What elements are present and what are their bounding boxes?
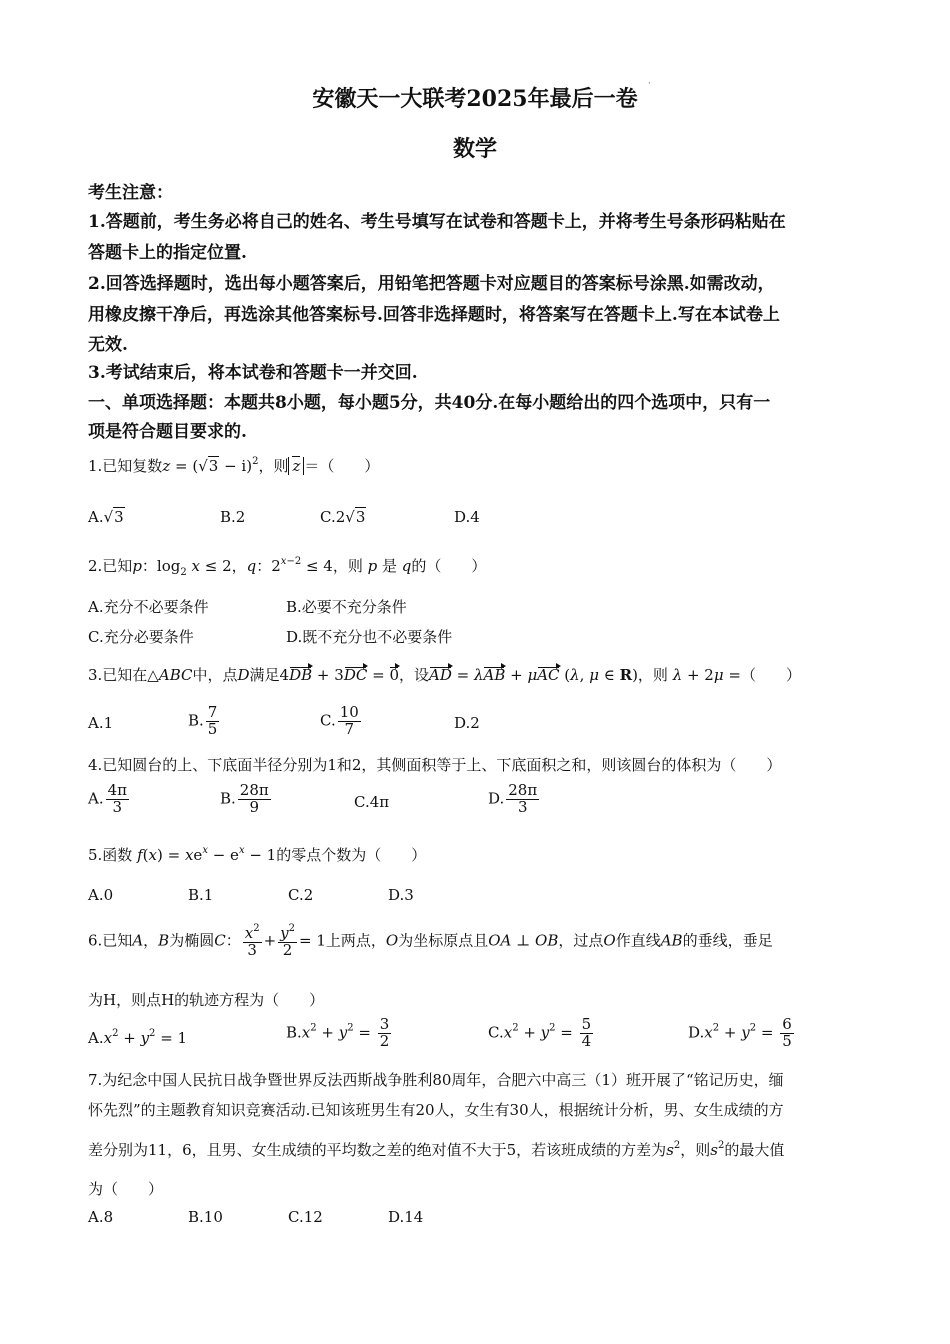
question-5: 5.函数 $f(x) = xe^x - e^x - 1$的零点个数为（ ） xyxy=(88,845,427,864)
q2-option-c[interactable]: C.充分必要条件 xyxy=(88,628,194,646)
q5-option-a[interactable]: A.0 xyxy=(88,886,114,904)
question-6-line2: 为H，则点H的轨迹方程为（ ） xyxy=(88,991,325,1009)
q4-option-b[interactable]: B. $\frac{28\pi}{9}$ xyxy=(220,781,269,816)
question-1: 1.已知复数$z = (√3 - i)^2$，则 z ＝（ ） xyxy=(88,456,380,475)
q3-option-b[interactable]: B. $\frac{7}{5}$ xyxy=(188,703,218,738)
subject-title: 数学 xyxy=(452,136,497,162)
q2-option-a[interactable]: A.充分不必要条件 xyxy=(88,598,209,616)
notice-item1-line1: 1.答题前，考生务必将自己的姓名、考生号填写在试卷和答题卡上，并将考生号条形码粘贴在 xyxy=(88,212,786,232)
question-7-line3: 差分别为11，6，且男、女生成绩的平均数之差的绝对值不大于5，若该班成绩的方差为$s^2$，则$s^2$的最大值 xyxy=(88,1140,785,1159)
question-7-line4: 为（ ） xyxy=(88,1180,164,1198)
question-6-line1: 6.已知A，B为椭圆C： $\frac{x^2}{3}$ + $\frac{y^2}{2}$ = 1上两点，O为坐标原点且OA ⊥ OB，过点O作直线AB的垂线，垂足 xyxy=(88,923,773,959)
q2-option-b[interactable]: B.必要不充分条件 xyxy=(286,598,407,616)
q7-option-d[interactable]: D.14 xyxy=(388,1208,424,1226)
question-7-line1: 7.为纪念中国人民抗日战争暨世界反法西斯战争胜利80周年，合肥六中高三（1）班开展了“铭记历史，缅 xyxy=(88,1071,784,1089)
q3-option-d[interactable]: D.2 xyxy=(454,714,480,732)
q4-option-a[interactable]: A. $\frac{4\pi}{3}$ xyxy=(88,781,128,816)
q6-option-d[interactable]: $D.x^2 + y^2$ = $\frac{6}{5}$ xyxy=(688,1015,792,1050)
notice-item2-line1: 2.回答选择题时，选出每小题答案后，用铅笔把答题卡对应题目的答案标号涂黑.如需改动， xyxy=(88,274,775,294)
question-3: 3.已知在△ABC中，点D满足4DB + 3DC = 0，设AD = λAB + μAC (λ, μ ∈ R)，则 λ + 2μ =（ ） xyxy=(88,666,801,684)
question-7-line2: 怀先烈”的主题教育知识竞赛活动.已知该班男生有20人，女生有30人，根据统计分析，男、女生成绩的方 xyxy=(88,1101,784,1119)
q6-option-a[interactable]: $A.x^2 + y^2 = 1$ xyxy=(88,1028,188,1047)
section1-line2: 项是符合题目要求的. xyxy=(88,422,247,442)
q4-option-d[interactable]: D. $\frac{28\pi}{3}$ xyxy=(488,781,538,816)
q6-option-b[interactable]: $B.x^2 + y^2$ = $\frac{3}{2}$ xyxy=(286,1015,390,1050)
notice-item2-line2: 用橡皮擦干净后，再选涂其他答案标号.回答非选择题时，将答案写在答题卡上.写在本试卷上 xyxy=(88,305,780,325)
exam-title: 安徽天一大联考2025年最后一卷 xyxy=(312,86,638,112)
q5-option-b[interactable]: B.1 xyxy=(188,886,214,904)
q1-option-b[interactable]: B.2 xyxy=(220,508,246,526)
q5-option-d[interactable]: D.3 xyxy=(388,886,414,904)
question-4: 4.已知圆台的上、下底面半径分别为1和2，其侧面积等于上、下底面积之和，则该圆台的体积为（ ） xyxy=(88,756,782,774)
q1-option-a[interactable]: A.√3 xyxy=(88,508,124,526)
q3-option-a[interactable]: A.1 xyxy=(88,714,114,732)
notice-heading: 考生注意： xyxy=(88,183,173,203)
page-dot-mark: · xyxy=(648,79,651,89)
q4-option-c[interactable]: C.4π xyxy=(354,793,390,811)
q2-option-d[interactable]: D.既不充分也不必要条件 xyxy=(286,628,453,646)
q3-option-c[interactable]: C. $\frac{10}{7}$ xyxy=(320,703,359,738)
q5-option-c[interactable]: C.2 xyxy=(288,886,314,904)
q1-option-d[interactable]: D.4 xyxy=(454,508,480,526)
notice-item1-line2: 答题卡上的指定位置. xyxy=(88,243,247,263)
q7-option-a[interactable]: A.8 xyxy=(88,1208,114,1226)
section1-line1: 一、单项选择题：本题共8小题，每小题5分，共40分.在每小题给出的四个选项中，只有一 xyxy=(88,393,771,413)
notice-item3: 3.考试结束后，将本试卷和答题卡一并交回. xyxy=(88,363,418,383)
notice-item2-line3: 无效. xyxy=(88,335,128,355)
question-2: 2.已知p：$\log_2 x \le 2$，q：$2^{x-2} \le 4$，则 p 是 q的（ ） xyxy=(88,556,487,578)
q1-option-c[interactable]: C.2√3 xyxy=(320,508,366,526)
q7-option-b[interactable]: B.10 xyxy=(188,1208,223,1226)
q6-option-c[interactable]: $C.x^2 + y^2$ = $\frac{5}{4}$ xyxy=(488,1015,592,1050)
q7-option-c[interactable]: C.12 xyxy=(288,1208,323,1226)
